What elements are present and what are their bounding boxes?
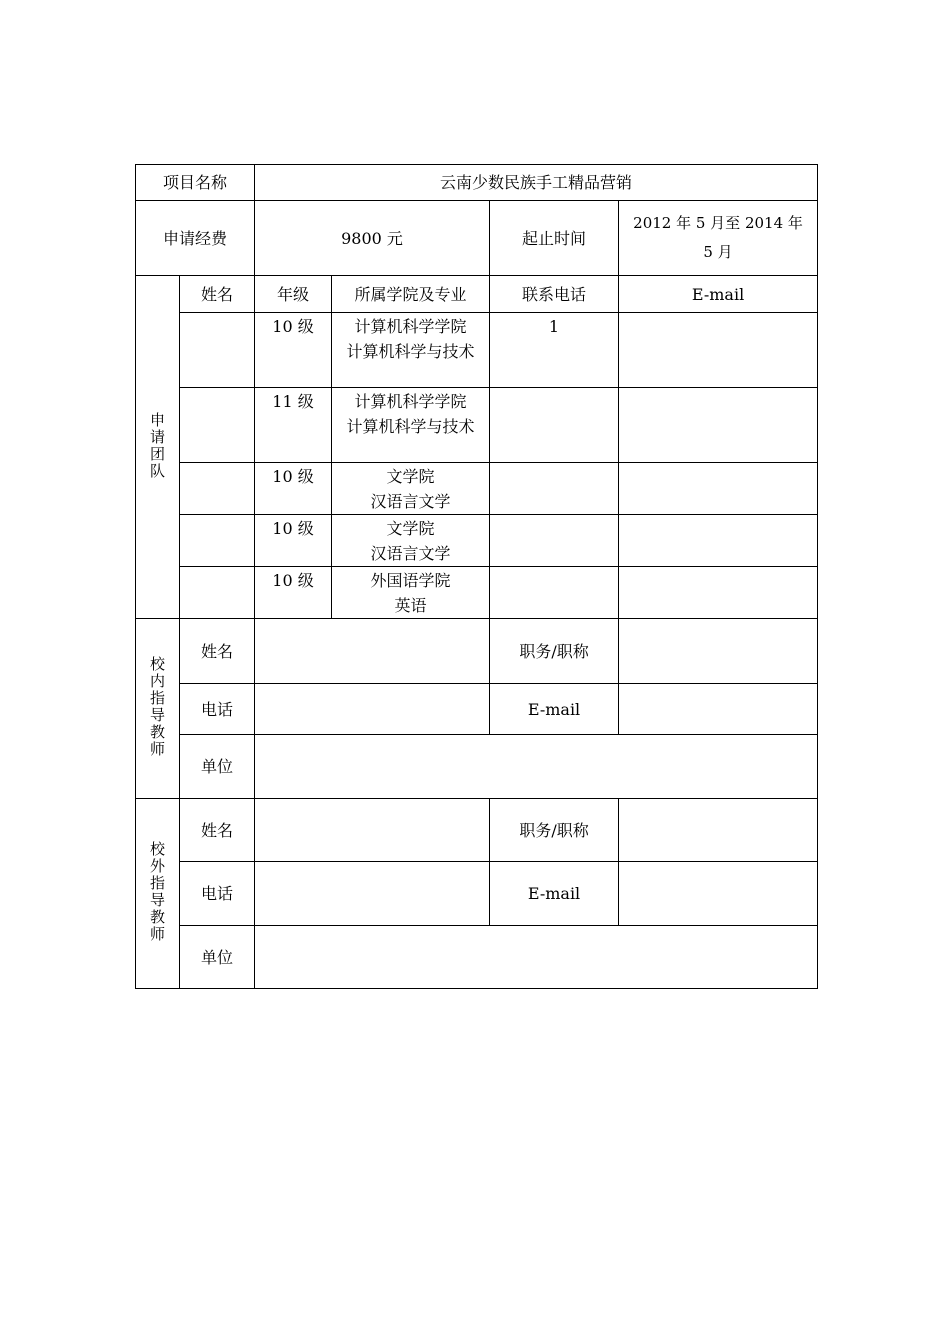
major-name: 汉语言文学 [370,544,451,563]
major-name: 汉语言文学 [370,492,451,511]
internal-advisor-phone-label: 电话 [180,684,255,735]
team-row [136,515,818,567]
team-member-name [180,463,255,515]
major-name: 英语 [394,596,427,615]
team-member-college [332,567,490,619]
college-name: 计算机科学学院 [354,317,467,336]
college-name: 文学院 [386,467,435,486]
period-line-1: 2012 年 5 月至 2014 年 [633,214,803,232]
team-row [136,567,818,619]
team-label: 申请团队 [149,410,165,480]
internal-advisor-row-phone [136,684,818,735]
team-member-phone: 1 [490,313,619,388]
external-advisor-row-name [136,799,818,862]
team-member-college [332,463,490,515]
team-member-phone [490,567,619,619]
external-advisor-unit-label: 单位 [180,926,255,989]
team-row [136,388,818,463]
project-row [136,165,818,201]
project-name-label: 项目名称 [136,165,255,201]
team-member-grade: 10 级 [255,463,332,515]
team-header-name: 姓名 [180,276,255,313]
college-name: 文学院 [386,519,435,538]
team-member-phone [490,463,619,515]
funding-value: 9800 元 [255,201,490,276]
period-line-2: 5 月 [703,243,733,261]
team-header-row [136,276,818,313]
funding-row [136,201,818,276]
external-advisor-row-phone [136,862,818,926]
external-advisor-phone-value [255,862,490,926]
external-advisor-email-label: E-mail [490,862,619,926]
external-advisor-label-cell [136,799,180,989]
internal-advisor-title-value [619,619,818,684]
team-member-grade: 10 级 [255,313,332,388]
internal-advisor-name-label: 姓名 [180,619,255,684]
internal-advisor-title-label: 职务/职称 [490,619,619,684]
team-member-email [619,567,818,619]
team-member-email [619,388,818,463]
internal-advisor-email-value [619,684,818,735]
external-advisor-name-value [255,799,490,862]
team-member-name [180,313,255,388]
external-advisor-unit-value [255,926,818,989]
external-advisor-email-value [619,862,818,926]
period-label: 起止时间 [490,201,619,276]
team-member-name [180,567,255,619]
team-member-phone [490,515,619,567]
internal-advisor-name-value [255,619,490,684]
internal-advisor-phone-value [255,684,490,735]
team-member-name [180,388,255,463]
external-advisor-title-label: 职务/职称 [490,799,619,862]
team-member-email [619,313,818,388]
major-name: 计算机科学与技术 [346,417,475,436]
funding-label: 申请经费 [136,201,255,276]
internal-advisor-label-cell [136,619,180,799]
period-value [619,201,818,276]
team-member-college [332,388,490,463]
team-header-email: E-mail [619,276,818,313]
team-member-email [619,463,818,515]
internal-advisor-unit-value [255,735,818,799]
project-name-value: 云南少数民族手工精品营销 [255,165,818,201]
team-member-college [332,313,490,388]
team-header-college: 所属学院及专业 [332,276,490,313]
external-advisor-row-unit [136,926,818,989]
internal-advisor-row-name [136,619,818,684]
internal-advisor-row-unit [136,735,818,799]
team-member-email [619,515,818,567]
internal-advisor-label: 校内指导教师 [149,655,165,758]
internal-advisor-email-label: E-mail [490,684,619,735]
team-member-grade: 10 级 [255,515,332,567]
team-member-grade: 11 级 [255,388,332,463]
team-member-name [180,515,255,567]
team-member-college [332,515,490,567]
team-header-phone: 联系电话 [490,276,619,313]
college-name: 计算机科学学院 [354,392,467,411]
team-row [136,313,818,388]
team-member-grade: 10 级 [255,567,332,619]
team-label-cell [136,276,180,619]
external-advisor-title-value [619,799,818,862]
external-advisor-label: 校外指导教师 [149,840,165,943]
college-name: 外国语学院 [370,571,451,590]
team-row [136,463,818,515]
internal-advisor-unit-label: 单位 [180,735,255,799]
team-header-grade: 年级 [255,276,332,313]
external-advisor-phone-label: 电话 [180,862,255,926]
application-form-table [135,164,818,989]
external-advisor-name-label: 姓名 [180,799,255,862]
team-member-phone [490,388,619,463]
major-name: 计算机科学与技术 [346,342,475,361]
